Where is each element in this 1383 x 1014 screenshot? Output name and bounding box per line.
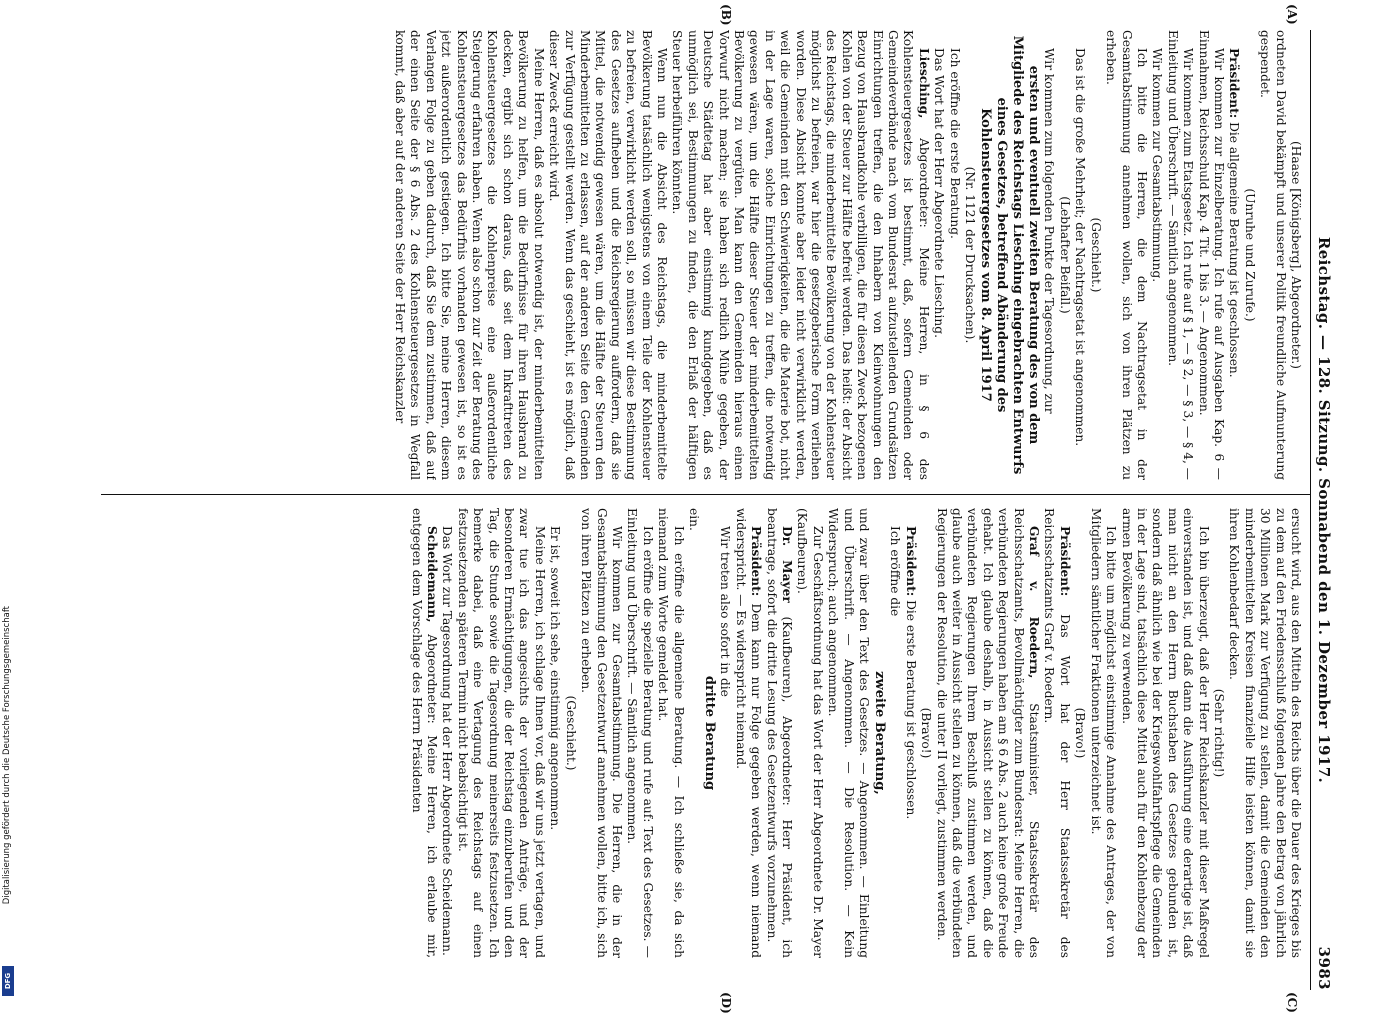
interjection: (Bravo!) bbox=[919, 707, 934, 759]
paragraph: Wir treten also sofort in die bbox=[718, 526, 733, 697]
speaker-continuation: (Haase [Königsberg], Abgeordneter.) bbox=[1289, 141, 1303, 369]
interjection: (Unruhe und Zurufe.) bbox=[1242, 188, 1257, 322]
paragraph: Ich eröffne die allgemeine Beratung. — Ich schließe sie, da sich niemand zum Worte gemeldet hat. bbox=[656, 508, 686, 958]
paragraph: ein. bbox=[686, 508, 701, 531]
speaker-name: Präsident: bbox=[749, 526, 764, 597]
running-head-title: Reichstag. — 128. Sitzung. Sonnabend den 1. Dezember 1917. bbox=[1315, 236, 1333, 784]
paragraph: Dr. Mayer (Kaufbeuren), Abgeordneter: Herr Präsident, ich beantrage, sofort die dritte Lesung des Gesetzentwurfs vorzunehmen. bbox=[764, 508, 794, 958]
paragraph: Wir kommen zum Etatsgesetz. Ich rufe auf § 1, — § 2, — § 3, — § 4, — Einleitung und Überschrift. — Sämtlich angenommen. bbox=[1165, 30, 1196, 480]
paragraph: Ich eröffne die erste Beratung. bbox=[947, 48, 962, 239]
paragraph: Meine Herren, daß es absolut notwendig ist, der minderbemittelten Bevölkerung zu helfen, um die Bedürfnisse für ihren Hausbrand zu decken, ergibt sich schon daraus, daß seit dem Inkrafttreten des Kohlensteuergesetzes die Kohlenpreise eine außerordentliche Steigerung erfahren haben. Wenn also schon zur Zeit der Beratung des Kohlensteuergesetzes das Bedürfnis vorhanden gewesen ist, so ist es jetzt außerordentlich gestiegen. Ich bitte Sie, meine Herren, diesem Verlangen Folge zu geben dadurch, daß Sie dem zustimmen, daß auf der einen Seite der § 6 Abs. 2 des Kohlensteuergesetzes in Wegfall kommt, daß aber auf der anderen Seite der Herr Reichskanzler bbox=[393, 30, 546, 480]
interjection: (Bravo!) bbox=[1073, 707, 1088, 759]
paragraph: Wir kommen zur Gesamtabstimmung. Die Herren, die in der Gesamtabstimmung den Gesetzentwurf annehmen wollen, bitte ich, sich von ihren Plätzen zu erheben. bbox=[579, 508, 624, 958]
paragraph: Das Wort zur Tagesordnung hat der Herr Abgeordnete Scheidemann. bbox=[440, 526, 455, 956]
digitization-credit: Digitalisierung gefördert durch die Deutsche Forschungsgemeinschaft bbox=[2, 606, 12, 905]
paragraph: Präsident: Das Wort hat der Herr Staatssekretär des Reichsschatzamts Graf v. Roedern. bbox=[1042, 508, 1072, 958]
speaker-name: Graf v. Roedern, bbox=[1027, 526, 1042, 679]
paragraph: Wir kommen zum folgenden Punkte der Tagesordnung, zur bbox=[1042, 48, 1057, 414]
running-head bbox=[1310, 30, 1333, 990]
page-number: 3983 bbox=[1315, 946, 1333, 990]
paragraph: Wir kommen zur Einzelberatung. Ich rufe auf Ausgaben Kap. 6 — Einnahmen, Reichsschuld Kap. 4 Tit. 1 bis 3. — Angenommen. bbox=[1196, 30, 1226, 480]
paragraph: Liesching, Abgeordneter: Meine Herren, in § 6 des Kohlensteuergesetzes ist bestimmt, daß, sofern Gemeinden oder Gemeindeverbände nach vom Bundesrat aufzustellenden Grundsätzen Einrichtungen treffen, die den Inhabern von Kleinwohnungen den Bezug von Hausbrandkohle verbilligen, die für diesen Zweck bezogenen Kohlen von der Steuer zur Hälfte befreit werden. Das heißt: der Absicht des Reichstags, die minderbemittelte Bevölkerung von der Kohlensteuer möglichst zu befreien, war hier die gesetzgeberische Form verliehen worden. Diese Absicht konnte aber leider nicht verwirklicht werden, weil die Gemeinden mit den Schwierigkeiten, die die Materie bot, nicht in der Lage waren, solche Einrichtungen zu treffen, die notwendig gewesen wären, um die Hälfte dieser Steuer der minderbemittelten Bevölkerung zu vergüten. Man kann den Gemeinden hieraus einen Vorwurf nicht machen; sie haben sich redlich Mühe gegeben, der Deutsche Städtetag hat aber einstimmig kundgegeben, daß es unmöglich sei, Bestimmungen zu finden, die den Erlaß der hälftigen Steuer herbeiführen könnten. bbox=[670, 30, 931, 480]
dfg-logo bbox=[2, 966, 14, 996]
right-column bbox=[103, 508, 1303, 958]
dfg-logo-text: DFG bbox=[4, 972, 12, 990]
paragraph: Ich bitte die Herren, die dem Nachtragsetat in der Gesamtabstimmung annehmen wollen, sich von ihren Plätzen zu erheben. bbox=[1104, 30, 1149, 480]
paragraph: Ich eröffne die spezielle Beratung und rufe auf: Text des Gesetzes. — Einleitung und Überschrift. — Sämtlich angenommen. bbox=[625, 508, 655, 958]
speaker-name: Präsident: bbox=[1227, 48, 1242, 119]
paragraph: ersucht wird, aus den Mitteln des Reichs über die Dauer des Krieges bis zu dem auf den Friedensschluß folgenden Jahre den Betrag von jährlich 30 Millionen Mark zur Verfügung zu stellen, damit die Gemeinden den minderbemittelten Kreisen finanzielle Hilfe leisten können, damit sie ihren Kohlenbedarf decken. bbox=[1227, 508, 1303, 958]
paragraph: Er ist, soweit ich sehe, einstimmig angenommen. bbox=[548, 526, 563, 831]
paragraph: Wir kommen zur Gesamtabstimmung. bbox=[1150, 48, 1165, 283]
column-divider bbox=[101, 494, 1311, 495]
paragraph: Scheidemann, Abgeordneter: Meine Herren, ich erlaube mir, entgegen dem Vorschlage des Herrn Präsidenten bbox=[409, 508, 440, 958]
paragraph: Das ist die große Mehrheit; der Nachtragsetat ist angenommen. bbox=[1073, 48, 1088, 447]
section-heading: zweite Beratung, bbox=[872, 671, 888, 795]
paragraph: Ich bin überzeugt, daß der Herr Reichskanzler mit dieser Maßregel einverstanden ist, und daß dann die Ausführung eine derartige ist, daß man nicht an den Herrn Buchstaben des Gesetzes gebunden ist, sondern daß ähnlich wie bei der Kriegswohlfahrtspflege die Gemeinden in der Lage sind, tatsächlich diese Mittel auch für den Kohlenbezug der armen Bevölkerung zu verwenden. bbox=[1119, 508, 1211, 958]
interjection: (Sehr richtig!) bbox=[1211, 688, 1226, 778]
paragraph: Zur Geschäftsordnung hat das Wort der Herr Abgeordnete Dr. Mayer (Kaufbeuren). bbox=[795, 508, 825, 958]
paragraph: ordneten David bekämpft und unserer Politik freundliche Aufmunterung gespendet. bbox=[1258, 30, 1288, 480]
paragraph: Präsident: Die erste Beratung ist geschlossen. bbox=[903, 526, 918, 820]
margin-letter-d: (D) bbox=[719, 992, 733, 1014]
left-column bbox=[103, 30, 1303, 480]
paragraph: und zwar über den Text des Gesetzes. — Angenommen. — Einleitung und Überschrift. — Angenommen. — Die Resolution. — Kein Widerspruch; auch angenommen. bbox=[826, 508, 872, 958]
interjection: (Geschieht.) bbox=[1088, 217, 1103, 293]
paragraph: Präsident: Dem kann nur Folge gegeben werden, wenn niemand widerspricht. — Es widerspricht niemand. bbox=[733, 508, 764, 958]
agenda-heading: ersten und eventuell zweiten Beratung des von dem Mitgliede des Reichstags Liesching eingebrachten Entwurfs eines Gesetzes, betreffend Abänderung des Kohlensteuergesetzes vom 8. April 1917 bbox=[978, 35, 1042, 475]
paragraph: Ich bitte um möglichst einstimmige Annahme des Antrages, der von Mitgliedern sämtlicher Fraktionen unterzeichnet ist. bbox=[1088, 508, 1119, 958]
paragraph: Das Wort hat der Herr Abgeordnete Liesching. bbox=[932, 48, 947, 338]
paragraph: Präsident: Die allgemeine Beratung ist geschlossen. bbox=[1227, 48, 1242, 378]
margin-letter-b: (B) bbox=[719, 4, 733, 26]
paragraph: Graf v. Roedern, Staatsminister, Staatssekretär des Reichsschatzamts, Bevollmächtigter zum Bundesrat: Meine Herren, die verbündeten Regierungen haben am § 6 Abs. 2 auch keine große Freude gehabt. Ich glaube deshalb, in Aussicht stellen zu können, daß die verbündeten Regierungen Ihrem Beschluß zustimmen werden, und glaube auch weiter in Aussicht stellen zu können, daß die verbündeten Regierungen der Resolution, die unter II vorliegt, zustimmen werden. bbox=[934, 508, 1042, 958]
document-page bbox=[50, 4, 1333, 1014]
interjection: (Geschieht.) bbox=[563, 695, 578, 771]
interjection: (Lebhafter Beifall.) bbox=[1057, 196, 1072, 314]
paragraph: Ich eröffne die bbox=[888, 526, 903, 617]
speaker-name: Dr. Mayer bbox=[780, 526, 794, 603]
speaker-name: Scheidemann, bbox=[425, 526, 440, 623]
speaker-name: Präsident: bbox=[903, 526, 918, 597]
paragraph: (Nr. 1121 der Drucksachen). bbox=[963, 166, 978, 344]
margin-letter-c: (C) bbox=[1285, 992, 1299, 1013]
paragraph: Meine Herren, ich schlage Ihnen vor, daß wir uns jetzt vertagen, und zwar tue ich das angesichts der vorliegenden Anträge, und der besonderen Ermächtigungen, die der Reichstag einzuberufen und den Tag, die Stunde sowie die Tagesordnung meinerseits festzusetzen. Ich bemerke dabei, daß eine Vertagung des Reichstags auf einen festzusetzenden späteren Termin nicht beabsichtigt ist. bbox=[455, 508, 547, 958]
margin-letter-a: (A) bbox=[1285, 4, 1299, 25]
section-heading: dritte Beratung bbox=[701, 675, 717, 791]
paragraph: Wenn nun die Absicht des Reichstags, die minderbemittelte Bevölkerung tatsächlich wenigstens von einem Teile der Kohlensteuer zu befreien, verwirklicht werden soll, so müssen wir diese Bestimmung des Gesetzes aufheben und die Reichsregierung auffordern, daß sie Mittel, die notwendig gewesen wären, um die Hälfte der Steuern den Minderbemittelten zu erlassen, auf der anderen Seite den Gemeinden zur Verfügung gestellt werden. Wenn das geschieht, ist es möglich, daß dieser Zweck erreicht wird. bbox=[547, 30, 669, 480]
speaker-name: Liesching, bbox=[916, 48, 931, 119]
speaker-name: Präsident: bbox=[1057, 526, 1072, 597]
